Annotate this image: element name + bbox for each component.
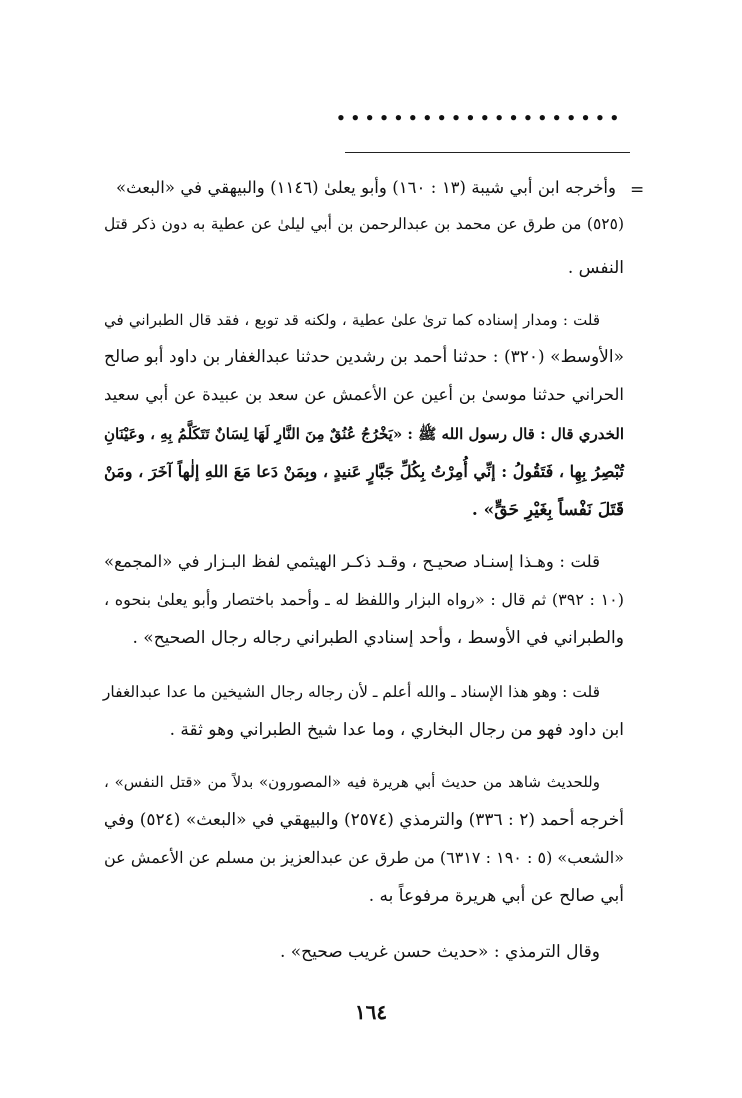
continuation-mark: = [630, 180, 645, 200]
text-line: قلت : وهو هذا الإسناد ـ والله أعلم ـ لأن رجاله رجال الشيخين ما عدا عبدالغفار [102, 683, 600, 701]
text-line: والطبراني في الأوسط ، وأحد إسنادي الطبراني رجاله رجال الصحيح» . [132, 628, 624, 648]
text-line: قلت : ومدار إسناده كما ترىٰ علىٰ عطية ، ولكنه قد توبع ، فقد قال الطبراني في [104, 311, 600, 329]
hadith-line: الخدري قال : قال رسول الله ﷺ : «يَخْرُجُ عُنُقٌ مِنَ النَّارِ لَهَا لِسَانٌ تَتَكَلَّمُ بِهِ ، وعَيْنَانِ [104, 425, 624, 443]
decorative-dots: •••••••••••••••••••• [336, 109, 624, 127]
text-line: ابن داود فهو من رجال البخاري ، وما عدا شيخ الطبراني وهو ثقة . [169, 720, 624, 740]
footnote-separator [345, 152, 630, 153]
text-line: «الشعب» (٥ : ١٩٠ : ٦٣١٧) من طرق عن عبدالعزيز بن مسلم عن الأعمش عن [104, 848, 625, 867]
text-line: (١٠ : ٣٩٢) ثم قال : «رواه البزار واللفظ له ـ وأحمد باختصار وأبو يعلىٰ بنحوه ، [104, 590, 625, 609]
hadith-line: قَتَلَ نَفْساً بِغَيْرِ حَقٍّ» . [471, 500, 624, 520]
hadith-line: تُبْصِرُ بِهِا ، فَتَقُولُ : إنِّي أُمِرْتُ بِكُلِّ جَبَّارٍ عَنيدٍ ، وبِمَنْ دَعا مَعَ اللهِ إلٰهاً آخَرَ ، ومَنْ [104, 462, 624, 481]
text-line: «الأوسط» (٣٢٠) : حدثنا أحمد بن رشدين حدثنا عبدالغفار بن داود أبو صالح [104, 347, 624, 367]
footnote-line: وأخرجه ابن أبي شيبة (١٣ : ١٦٠) وأبو يعلىٰ (١١٤٦) والبيهقي في «البعث» [116, 178, 616, 197]
footnote-line: (٥٢٥) من طرق عن محمد بن عبدالرحمن بن أبي ليلىٰ عن عطية به دون ذكر قتل [104, 215, 624, 233]
text-line: الحراني حدثنا موسىٰ بن أعين عن الأعمش عن سعد بن عبيدة عن أبي سعيد [104, 385, 624, 404]
text-line: أبي صالح عن أبي هريرة مرفوعاً به . [368, 886, 624, 906]
page-number: ١٦٤ [354, 1000, 388, 1024]
footnote-line: النفس . [567, 258, 624, 278]
text-line: أخرجه أحمد (٢ : ٣٣٦) والترمذي (٢٥٧٤) والبيهقي في «البعث» (٥٢٤) وفي [103, 810, 624, 830]
text-line: قلت : وهـذا إسنـاد صحيـح ، وقـد ذكـر الهيثمي لفظ البـزار في «المجمع» [104, 552, 600, 571]
text-line: وقال الترمذي : «حديث حسن غريب صحيح» . [279, 942, 600, 962]
text-line: وللحديث شاهد من حديث أبي هريرة فيه «المصورون» بدلاً من «قتل النفس» ، [104, 773, 600, 791]
